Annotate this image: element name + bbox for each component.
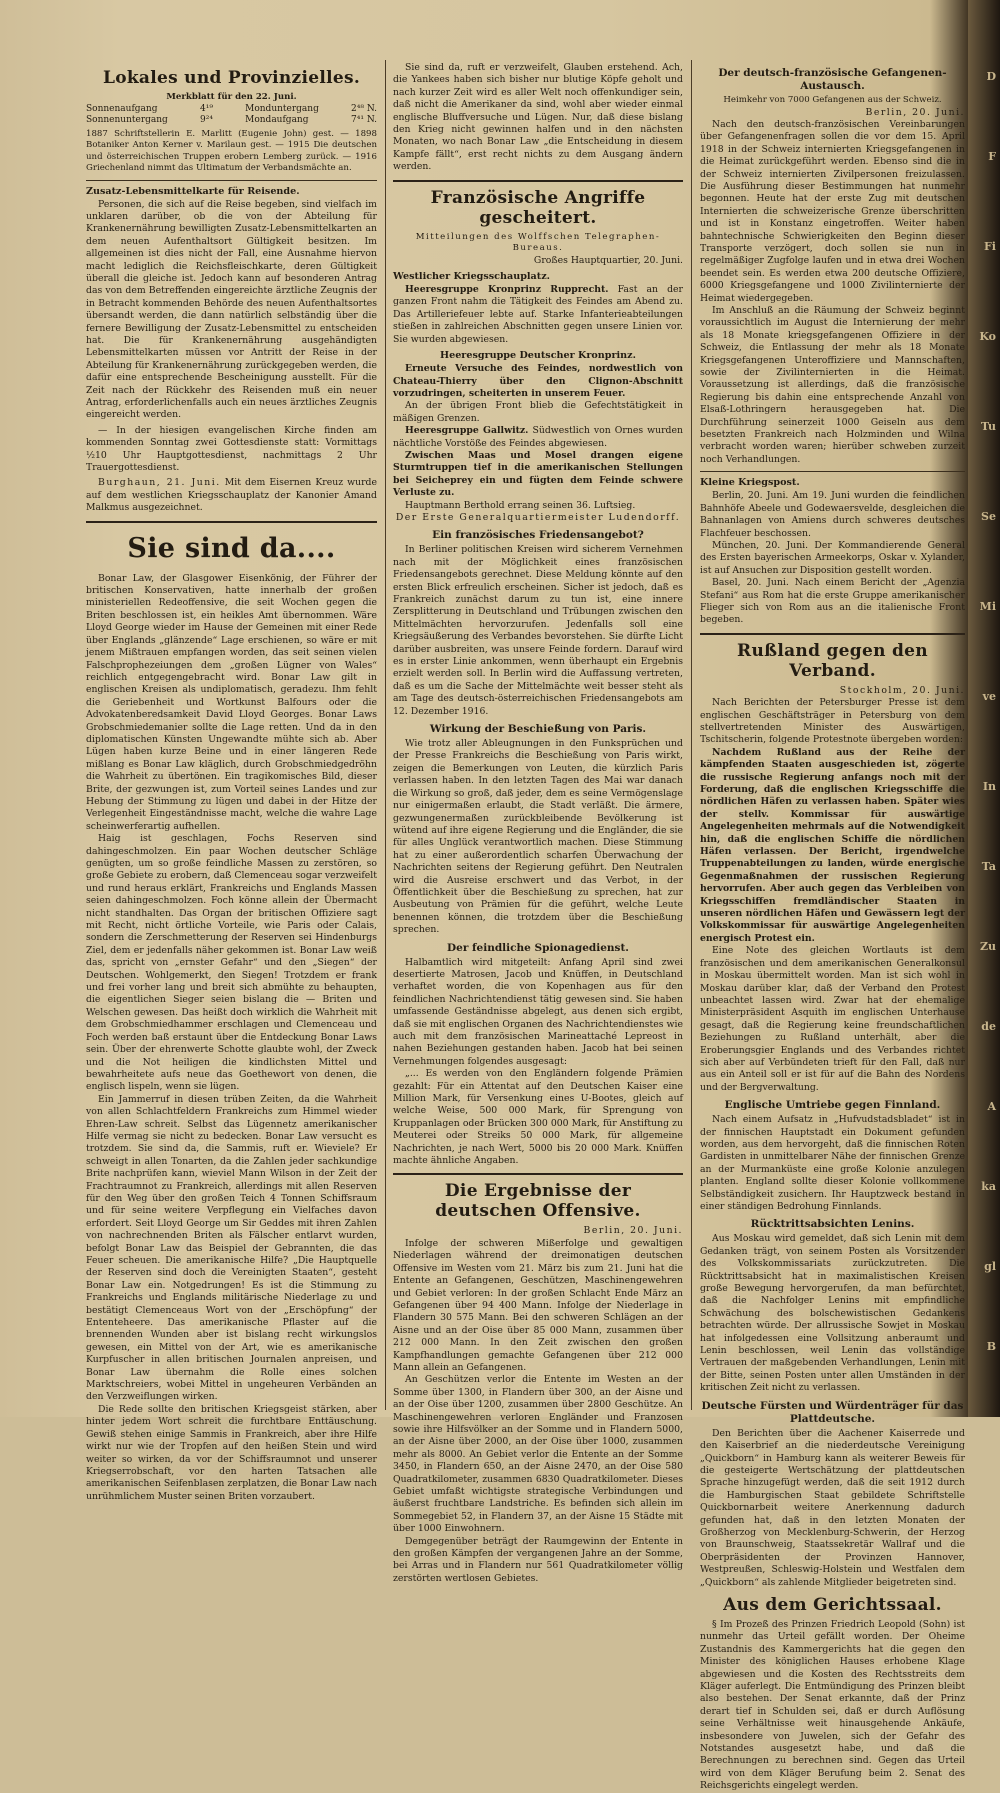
- edge-fragment: gl: [984, 1260, 996, 1273]
- headline-sub: Heimkehr von 7000 Gefangenen aus der Schweiz.: [723, 95, 942, 105]
- article-text: München, 20. Juni. Der Kommandierende General des Ersten bayerischen Armeekorps, Oskar v. Xylander, ist auf Ansuchen zur Disposition gestellt worden.: [700, 539, 965, 576]
- article-paragraph: Nachdem Rußland aus der Reihe der kämpfenden Staaten ausgeschieden ist, zögerte die russische Regierung anfangs noch mit der Forderung, daß die englischen Kriegsschiffe die nördlichen Häfen zu verlassen haben. Später wies der stellv. Kommissar für auswärtige Angelegenheiten mehrmals auf die Notwendigkeit hin, daß die englischen Schiffe die nördlichen Häfen verlassen. Der Bericht, irgendwelche Truppenabteilungen zu landen, würde energische Gegenmaßnahmen der russischen Regierung hervorrufen. Aber auch gegen das Verbleiben von Kriegsschiffen fremdländischer Staaten in unseren nördlichen Häfen und Gewässern legt der Volkskommissar für auswärtige Angelegenheiten energisch Protest ein.: [700, 746, 965, 944]
- article-text: Nach einem Aufsatz in „Hufvudstadsbladet“ ist in der finnischen Hauptstadt ein Dokument gefunden worden, aus dem hervorgeht, daß die finnischen Roten Gardisten in unmittelbarer Nähe der finnischen Grenze an der Murmanküste eine große Kolonie anzulegen planten. England sollte dieser Kolonie vollkommene Selbständigkeit zusichern. Ihr Hauptzweck bestand in einer ständigen Bedrohung Finnlands.: [700, 1114, 965, 1212]
- headline: Aus dem Gerichtssaal.: [723, 1594, 942, 1615]
- edge-fragment: Se: [981, 510, 996, 523]
- article-text: An der übrigen Front blieb die Gefechtstätigkeit in mäßigen Grenzen.: [393, 400, 683, 424]
- subheading: Ein französisches Friedensangebot?: [432, 529, 644, 542]
- dateline: Berlin, 20. Juni.: [865, 106, 965, 118]
- sun-moon-table: [86, 104, 377, 127]
- divider: [393, 180, 683, 182]
- edge-fragment: de: [981, 1020, 996, 1033]
- divider: [86, 521, 377, 523]
- edge-fragment: B: [986, 1340, 996, 1353]
- moonrise-label: Mondaufgang: [245, 115, 309, 125]
- article-title: Zusatz-Lebensmittelkarte für Reisende.: [86, 185, 300, 197]
- article-paragraph: Eine Note des gleichen Wortlauts ist dem französischen und dem amerikanischen Generalkonsul in Moskau übermittelt worden. Man ist sich wohl in Moskau darüber klar, daß der Verband den Protest unbeachtet lassen wird. Zwar hat der ehemalige Ministerpräsident Asquith im englischen Unterhause gesagt, daß die Regierung keine freundschaftlichen Beziehungen zu Rußland unterhält, aber die Eroberungsgier Englands und des Verbandes richtet sich aber auf Verbündeten trieft für den Fall, daß nur aus ein Anteil soll er ist für auf die Bahn des Nordens und der Bergverwaltung.: [700, 945, 965, 1093]
- article-paragraph: Sie sind da, ruft er verzweifelt, Glauben erstehend. Ach, die Yankees haben sich bisher nur blutige Köpfe geholt und nach kurzer Zeit wird es aller Welt noch offenkundiger sein, daß nicht die Amerikaner da sind, wohl aber wieder einmal englische Bluffversuche und Lügen. Nur, daß diese bislang den Krieg nicht gewinnen halfen und in den nächsten Monaten, wo nach Bonar Law „die Entscheidung in diesem Kampfe fällt“, erst recht nichts zu dem Ausgang ändern werden.: [393, 62, 683, 173]
- subheading: Rücktrittsabsichten Lenins.: [750, 1218, 915, 1231]
- edge-fragment: F: [988, 150, 996, 163]
- article-text: Aus Moskau wird gemeldet, daß sich Lenin mit dem Gedanken trägt, von seinem Posten als Vorsitzender des Volkskommissariats zurückzutreten. Die Rücktrittsabsicht hat in maximalistischen Kreisen große Bewegung hervorgerufen, da man befürchtet, daß die Nachfolger Lenins mit empfindliche Schwächung des bolschewistischen Gedankens betrachten würde. Der allrussische Sowjet in Moskau hat infolgedessen eine Vollsitzung anberaumt und Lenin beschlossen, weil Lenin das vollständige Vertrauen der maßgebenden Verhandlungen, Lenin mit der Bitte, seinen Posten unter allen Umständen in der kritischen Zeit nicht zu verlassen.: [700, 1233, 965, 1394]
- article-paragraph: Demgegenüber beträgt der Raumgewinn der Entente in den großen Kämpfen der vergangenen Jahre an der Somme, bei Arras und in Flandern nur 561 Quadratkilometer völlig zerstörten wertlosen Gebietes.: [393, 1535, 683, 1584]
- sunset-time: 9²⁴: [200, 115, 213, 125]
- page-gutter-edge: [968, 0, 1000, 1417]
- edge-fragment: Tu: [980, 420, 996, 433]
- headline: Rußland gegen den Verband.: [737, 640, 928, 681]
- article-paragraph: Bonar Law, der Glasgower Eisenkönig, der Führer der britischen Konservativen, hatte innerhalb der großen ministeriellen Redeoffensive, die seit Wochen gegen die Briten beschlossen ist, ein heikles Amt übernommen. Wäre Lloyd George wieder im Hause der Gemeinen mit einer Rede über Englands „glänzende“ Lage erschienen, so wäre er mit jenem Mißtrauen empfangen worden, das seit seinen vielen Falschprophezeiungen dem „großen Lügner von Wales“ reichlich entgegengebracht wird. Bonar Law gilt in englischen Kreisen als undiplomatisch, geradezu. Ihm fehlt die Geriebenheit und Wortkunst Balfours oder die Advokatenberedsamkeit David Lloyd Georges. Bonar Laws Grobschmiedemanier sollte die Lage retten. Und da in den diplomatischen Künsten Ungewandte mühte sich ab. Aber Lügen haben kurze Beine und in einer längeren Rede mißlang es Bonar Law kläglich, durch Grobschmiedgedröhn die Wahrheit zu übertönen. Ein tragikomisches Bild, dieser Brite, der gezwungen ist, zum Vorteil seines Landes und zur Hebung der Stimmung zu lügen und dabei in der Hitze der Verlegenheit Eingeständnisse macht, welche die wahre Lage scheinwerferartig aufhellen.: [86, 572, 377, 832]
- divider: [86, 180, 377, 181]
- article-text: Wie trotz aller Ableugnungen in den Funksprüchen und der Presse Frankreichs die Beschießung von Paris wirkt, zeigen die Bemerkungen von Leuten, die kürzlich Paris verlassen haben. In den letzten Tagen des Mai war danach die Wirkung so groß, daß jeder, dem es seine Vermögenslage nur einigermaßen erlaubt, die Stadt verläßt. Die ärmere, gezwungenermaßen zurückbleibende Bevölkerung ist wütend auf ihre eigene Regierung und die Engländer, die sie für alles Unglück verantwortlich machen. Diese Stimmung hat zu einer außerordentlich scharfen Überwachung der Nachrichten seitens der Regierung geführt. Den Neutralen wird die Ausreise erschwert und das Verbot, in der Öffentlichkeit über die Beschießung zu sprechen, hat zur Ausbeutung von Prämien für die geführt, welche Leute benennen können, die trotzdem über die Beschießung sprechen.: [393, 738, 683, 936]
- subheading: Heeresgruppe Kronprinz Rupprecht.: [405, 284, 609, 296]
- news-source: Mitteilungen des Wolffschen Telegraphen-Bureaus.: [415, 231, 661, 254]
- subheading: Englische Umtriebe gegen Finnland.: [724, 1099, 941, 1112]
- article-text: Mit dem Eisernen Kreuz wurde auf dem westlichen Kriegsschauplatz der Kanonier Amand Malkmus ausgezeichnet.: [86, 477, 377, 514]
- subheading: Heeresgruppe Gallwitz.: [405, 425, 529, 437]
- moonset-label: Monduntergang: [245, 103, 319, 114]
- dateline: Berlin, 20. Juni.: [583, 1225, 683, 1237]
- dateline: Burghaun, 21. Juni.: [98, 477, 221, 489]
- article-text: Basel, 20. Juni. Nach einem Bericht der „Agenzia Stefani“ aus Rom hat die erste Gruppe amerikanischer Flieger sich von Rom aus an die italienische Front begeben.: [700, 577, 965, 626]
- article-paragraph: Ein Jammerruf in diesen trüben Zeiten, da die Wahrheit von allen Schlachtfeldern Frankreichs zum Himmel wieder Ehren-Law schreit. Selbst das Lügennetz amerikanischer Hilfe vermag sie nicht zu bedecken. Bonar Law versucht es trotzdem. Sie sind da, die Sammis, ruft er. Wieviele? Er schweigt in allen Tonarten, da die Zahlen jeder sachkundige Brite nachprüfen kann, wieviel Mann Wilson in der Zeit der Frachtraumnot zu Frankreich, allerdings mit allen Reserven für den Weg über den großen Teich 4 Tonnen Schiffsraum und für seine weitere Verpflegung ein Vielfaches davon erfordert. Seit Lloyd George um Sir Geddes mit ihren Zahlen von nachrechnenden Briten als Fälscher entlarvt wurden, befolgt Bonar Law das Beispiel der Gebrannten, die das Feuer scheuen. Die amerikanische Hilfe? „Die Hauptquelle der Reserven sind doch die Vereinigten Staaten“, gesteht Bonar Law ein. Notgedrungen! Es ist die Stimmung zu Frankreichs und Englands militärische Niederlage zu und bestätigt Clemenceaus Wort von der „Erschöpfung“ der Ententeheere. Das amerikanische Pflaster auf die brennenden Wunden aber ist bislang recht wirkungslos gewesen, ein Mittel von der Art, wie es amerikanische Kurpfuscher in allen britischen Journalen anpreisen, und Bonar Law übernahm die Rolle eines solchen Marktschreiers, wobei Mittel in ungeheuren Verbänden an den Verzweiflungen wirken.: [86, 1093, 377, 1403]
- divider: [393, 1173, 683, 1175]
- article-paragraph: An Geschützen verlor die Entente im Westen an der Somme über 1300, in Flandern über 300, an der Aisne und an der Oise über 1200, zusammen über 2800 Geschütze. An Maschinengewehren verloren Engländer und Franzosen sowie ihre Hilfsvölker an der Somme und in Flandern 5000, an der Aisne über 2000, an der Oise über 1000, zusammen mehr als 8000. An Gebiet verlor die Entente an der Somme 3450, in Flandern 650, an der Aisne 2470, an der Oise 580 Quadratkilometer, zusammen 6830 Quadratkilometer. Dieses Gebiet umfaßt wichtigste strategische Verbindungen und äußerst fruchtbare Landstriche. Es befinden sich allein im Sommegebiet 52, in Flandern 37, an der Aisne 15 Städte mit über 1000 Einwohnern.: [393, 1374, 683, 1535]
- subheading: Kleine Kriegspost.: [700, 477, 800, 489]
- column-right: [700, 62, 965, 1792]
- dateline: Großes Hauptquartier, 20. Juni.: [533, 254, 683, 266]
- signoff: Der Erste Generalquartiermeister Ludendorff.: [395, 511, 681, 523]
- edge-fragment: Zu: [979, 940, 996, 953]
- column-middle: [393, 62, 683, 1584]
- edge-fragment: ve: [982, 690, 996, 703]
- article-text: Halbamtlich wird mitgeteilt: Anfang April sind zwei desertierte Matrosen, Jacob und Knüffen, in Deutschland verhaftet worden, die von Kopenhagen aus für den feindlichen Nachrichtendienst tätig gewesen sind. Sie haben umfassende Geständnisse abgelegt, aus denen sich ergibt, daß sie mit englischen Organen des Nachrichtendienstes wie auch mit dem französischen Marineattaché Lepreost in nahen Beziehungen gestanden haben. Jacob hat bei seinen Vernehmungen folgendes ausgesagt:: [393, 956, 683, 1067]
- edge-fragment: ka: [981, 1180, 996, 1193]
- column-rule: [691, 60, 692, 1410]
- article-text: — In der hiesigen evangelischen Kirche finden am kommenden Sonntag zwei Gottesdienste statt: Vormittags ½10 Uhr Hauptgottesdienst, nachmittags 2 Uhr Trauergottesdienst.: [86, 424, 377, 474]
- column-rule: [385, 60, 386, 1410]
- article-text: Erneute Versuche des Feindes, nordwestlich von Chateau-Thierry über den Clignon-Abschnitt vorzudringen, scheiterten in unserem Feuer.: [393, 363, 683, 399]
- article-text: § Im Prozeß des Prinzen Friedrich Leopold (Sohn) ist nunmehr das Urteil gefällt worden. Der Oheime Zustandnis des Kammergerichts hat die gegen den Minister des königlichen Hauses erhobene Klage abgewiesen und die Kosten des Rechtsstreits dem Kläger auferlegt. Die Entmündigung des Prinzen bleibt also bestehen. Der Senat erkannte, daß der Prinz derart tief in Schulden sei, daß er durch Auflösung seine Verhältnisse weit hinausgehende Ankäufe, insbesondere von Juwelen, sich der Gefahr des Notstandes ausgesetzt habe, und daß die Berechnungen zu berechnen sind. Gegen das Urteil wird von dem Kläger Berufung beim 2. Senat des Reichsgerichts eingelegt werden.: [700, 1618, 965, 1792]
- headline: Französische Angriffe gescheitert.: [430, 187, 646, 228]
- divider: [700, 471, 965, 472]
- article-paragraph: Nach den deutsch-französischen Vereinbarungen über Gefangenenfragen sollen die vor dem 15. April 1918 in der Schweiz internierten Kriegsgefangenen in die Heimat zurückgeführt werden. Ebenso sind die in der Schweiz internierten Zivilpersonen freizulassen. Die Ausführung dieser Bestimmungen hat nunmehr begonnen. Heute hat der erste Zug mit deutschen Internierten die schweizerische Grenze überschritten und ist in Konstanz eingetroffen. Weiter haben bahntechnische Schwierigkeiten den Beginn dieser Transporte verzögert, doch sollen sie nun in regelmäßiger Zugfolge laufen und in etwa drei Wochen beendet sein. Es werden etwa 200 deutsche Offiziere, 6000 Kriegsgefangene und 1000 Zivilinternierte der Heimat wiedergegeben.: [700, 118, 965, 304]
- article-paragraph: Im Anschluß an die Räumung der Schweiz beginnt voraussichtlich im August die Internierung der mehr als 18 Monate kriegsgefangenen Offiziere in der Schweiz, die Entlassung der mehr als 18 Monate Kriegsgefangenen Unteroffiziere und Mannschaften, sowie der Zivilinternierten in die Heimat. Voraussetzung ist allerdings, daß die französische Regierung bis dahin eine entsprechende Anzahl von Elsaß-Lothringern herausgegeben hat. Die Durchführung seinerzeit 1000 Geiseln aus dem besetzten Frankreich nach Holzminden und Wilna verbracht worden waren; hierüber schweben zurzeit noch Verhandlungen.: [700, 305, 965, 465]
- article-text: Hauptmann Berthold errang seinen 36. Luftsieg.: [405, 499, 636, 511]
- article-paragraph: Nach Berichten der Petersburger Presse ist dem englischen Geschäftsträger in Petersburg von dem stellvertretenden Minister des Auswärtigen, Tschitscherin, folgende Protestnote übergeben worden:: [700, 697, 965, 746]
- edge-fragment: Mi: [979, 600, 996, 613]
- article-paragraph: Die Rede sollte den britischen Kriegsgeist stärken, aber hinter jedem Wort schreit die furchtbare Enttäuschung. Gewiß stehen einige Sammis in Frankreich, aber ihre Hilfe wirkt nur wie der Tropfen auf den heißen Stein und wird weiter so wirken, da vor der Schiffsraumnot und unserer Kriegserrobschaft, vor den harten Tatsachen alle amerikanischen Seifenblasen zerplatzen, die Bonar Law nach unrühmlichem Muster seinen Briten vorzaubert.: [86, 1403, 377, 1502]
- edge-fragment: In: [982, 780, 996, 793]
- almanac-title: Merkblatt für den 22. Juni.: [166, 92, 297, 102]
- dateline: Stockholm, 20. Juni.: [839, 684, 965, 696]
- article-text: In Berliner politischen Kreisen wird sicherem Vernehmen nach mit der Möglichkeit eines französischen Friedensangebots gerechnet. Diese Meldung könnte auf den ersten Blick erfreulich erscheinen. Sicher ist jedoch, daß es Frankreich zunächst darum zu tun ist, eine innere Zersplitterung in Deutschland und Trübungen zwischen den Mittelmächten hervorzurufen. Jedenfalls soll eine Kriegsäußerung des Verbandes bevorstehen. Sie dürfte Licht darüber ausbreiten, was unsere Feinde fordern. Darauf wird es in erster Linie ankommen, wenn überhaupt ein Ergebnis erzielt werden soll. In Berlin wird die Auffassung vertreten, daß es um die Sache der Mittelmächte weit besser steht als am Tage des deutsch-österreichischen Friedensangebots am 12. Dezember 1916.: [393, 544, 683, 717]
- article-text: Personen, die sich auf die Reise begeben, sind vielfach im unklaren darüber, ob die von der Abteilung für Krankenernährung bewilligten Zusatz-Lebensmittelkarten an dem neuen Aufenthaltsort Gültigkeit besitzen. Im allgemeinen ist dies nicht der Fall, eine Ausnahme hiervon macht lediglich die Reichsfleischkarte, deren Gültigkeit überall die gleiche ist. Jedoch kann auf besonderen Antrag das von dem Betreffenden eingereichte ärztliche Zeugnis der in Betracht kommenden Behörde des neuen Aufenthaltsortes übersandt werden, die dann natürlich selbständig über die fernere Bewilligung der Zusatz-Lebensmittel zu entscheiden hat. Die für Krankenernährung ausgehändigten Lebensmittelkarten müssen vor Antritt der Reise in der Abteilung für Krankenernährung zurückgegeben werden, die dafür eine entsprechende Bescheinigung ausstellt. Für die Zeit nach der Rückkehr des Reisenden muß ein neuer Antrag, erforderlichenfalls auch ein neues ärztliches Zeugnis eingereicht werden.: [86, 198, 377, 421]
- article-text: Den Berichten über die Aachener Kaiserrede und den Kaiserbrief an die niederdeutsche Vereinigung „Quickborn“ in Hamburg kann als weiterer Beweis für die gesteigerte Wertschätzung der plattdeutschen Sprache hinzugefügt werden, daß die seit 1912 durch die Hamburgischen Staat gebildete Schriftstelle Quickbornarbeit weitere Anerkennung dadurch gefunden hat, daß in den letzten Monaten der Großherzog von Mecklenburg-Schwerin, der Herzog von Braunschweig, Staatssekretär Wallraf und die Oberpräsidenten der Provinzen Hannover, Westpreußen, Schleswig-Holstein und Westfalen dem „Quickborn“ als zahlende Mitglieder beigetreten sind.: [700, 1427, 965, 1588]
- edge-fragment: A: [987, 1100, 996, 1113]
- subheading: Heeresgruppe Deutscher Kronprinz.: [440, 350, 636, 362]
- subheading: Deutsche Fürsten und Würdenträger für das Plattdeutsche.: [701, 1399, 964, 1425]
- moonrise-time: 7⁴¹ N.: [351, 115, 377, 125]
- edge-fragment: Fi: [984, 240, 996, 253]
- article-text: Fast an der ganzen Front nahm die Tätigkeit des Feindes am Abend zu. Das Artilleriefeuer lebte auf. Starke Infanterieabteilungen stießen in zahlreichen Abschnitten gegen unsere Linien vor. Sie wurden abgewiesen.: [393, 284, 683, 345]
- subheading: Wirkung der Beschießung von Paris.: [429, 723, 647, 736]
- article-text: Berlin, 20. Juni. Am 19. Juni wurden die feindlichen Bahnhöfe Abeele und Godewaersvelde, desgleichen die Bahnanlagen von Amiens durch schweres deutsches Flachfeuer beschossen.: [700, 490, 965, 539]
- headline: Die Ergebnisse der deutschen Offensive.: [435, 1181, 641, 1222]
- article-text: Südwestlich von Ornes wurden nächtliche Vorstöße des Feindes abgewiesen.: [393, 425, 683, 449]
- subheading: Westlicher Kriegsschauplatz.: [393, 271, 550, 283]
- divider: [700, 633, 965, 635]
- edge-fragment: Ta: [981, 860, 996, 873]
- edge-fragment: Ko: [979, 330, 996, 343]
- almanac-notes: 1887 Schriftstellerin E. Marlitt (Eugenie John) gest. — 1898 Botaniker Anton Kerner v. Marilaun gest. — 1915 Die deutschen und österreichischen Truppen erobern Lemberg zurück. — 1916 Griechenland nimmt das Ultimatum der Verbandsmächte an.: [86, 128, 377, 173]
- headline: Der deutsch-französische Gefangenen-Austausch.: [718, 67, 947, 92]
- sunrise-label: Sonnenaufgang: [86, 103, 158, 114]
- edge-fragment: D: [986, 70, 996, 83]
- subheading: Der feindliche Spionagedienst.: [447, 941, 629, 954]
- sunset-label: Sonnenuntergang: [86, 115, 168, 125]
- article-text: Zwischen Maas und Mosel drangen eigene Sturmtruppen tief in die amerikanischen Stellungen bei Seicheprey ein und fügten dem Feinde schwere Verluste zu.: [393, 449, 683, 499]
- section-title: Lokales und Provinzielles.: [102, 68, 361, 88]
- moonset-time: 2⁴⁸ N.: [351, 103, 377, 114]
- sunrise-time: 4¹⁹: [200, 103, 213, 114]
- article-paragraph: Haig ist geschlagen, Fochs Reserven sind dahingeschmolzen. Ein paar Wochen deutscher Schläge genügten, um so große feindliche Massen zu zerstören, so große Gebiete zu erobern, daß Clemenceau sogar verzweifelt und rund heraus erklärt, Frankreichs und Englands Massen seien dahingeschmolzen. Foch könne allein der Übermacht nicht standhalten. Das Organ der britischen Offiziere sagt mit Recht, nicht örtliche Vorteile, wie Paris oder Calais, sondern die Zerschmetterung der Reserven sei Hindenburgs Ziel, dem er jedenfalls näher gekommen ist. Bonar Law weiß das, spricht von „ernster Gefahr“ und den „Siegen“ der Deutschen. Wohlgemerkt, den Siegen! Trotzdem er frank und frei vorher lang und breit sich abmühte zu behaupten, die eigentlichen Sieger seien bislang die — Briten und Welschen gewesen. Das heißt doch wirklich die Wahrheit mit dem Grobschmiedhammer erschlagen und Clemenceau und Foch werden baß erstaunt über die Entdeckung Bonar Laws sein. Über der ehrenwerte Schotte glaubte wohl, der Zweck und die Not heiligen die kindlichsten Mittel und bewahrheitete aufs neue das Goethewort von denen, die englisch lispeln, wenn sie lügen.: [86, 833, 377, 1093]
- column-left: [86, 62, 377, 1502]
- article-text: „... Es werden von den Engländern folgende Prämien gezahlt: Für ein Attentat auf den Deutschen Kaiser eine Million Mark, für Versenkung eines U-Bootes, gleich auf welche Weise, 500 000 Mark, für Sprengung von Kruppanlagen oder Brücken 300 000 Mark, für Anstiftung zu Meuterei oder Streiks 50 000 Mark, für allgemeine Nachrichten, je nach Wert, 5000 bis 20 000 Mark. Knüffen machte ähnliche Angaben.: [393, 1068, 683, 1167]
- feature-title: Sie sind da....: [127, 532, 336, 564]
- article-paragraph: Infolge der schweren Mißerfolge und gewaltigen Niederlagen während der dreimonatigen deutschen Offensive im Westen vom 21. März bis zum 21. Juni hat die Entente an Gefangenen, Geschützen, Maschinengewehren und Gebiet verloren: In der großen Schlacht Ende März an Gefangenen über 94 400 Mann. Infolge der Niederlage in Flandern 30 575 Mann. Bei den schweren Schlägen an der Aisne und an der Oise über 85 000 Mann, zusammen über 212 000 Mann. In den Zeit zwischen den großen Kampfhandlungen gemachte Gefangenen über 212 000 Mann allein an Gefangenen.: [393, 1237, 683, 1373]
